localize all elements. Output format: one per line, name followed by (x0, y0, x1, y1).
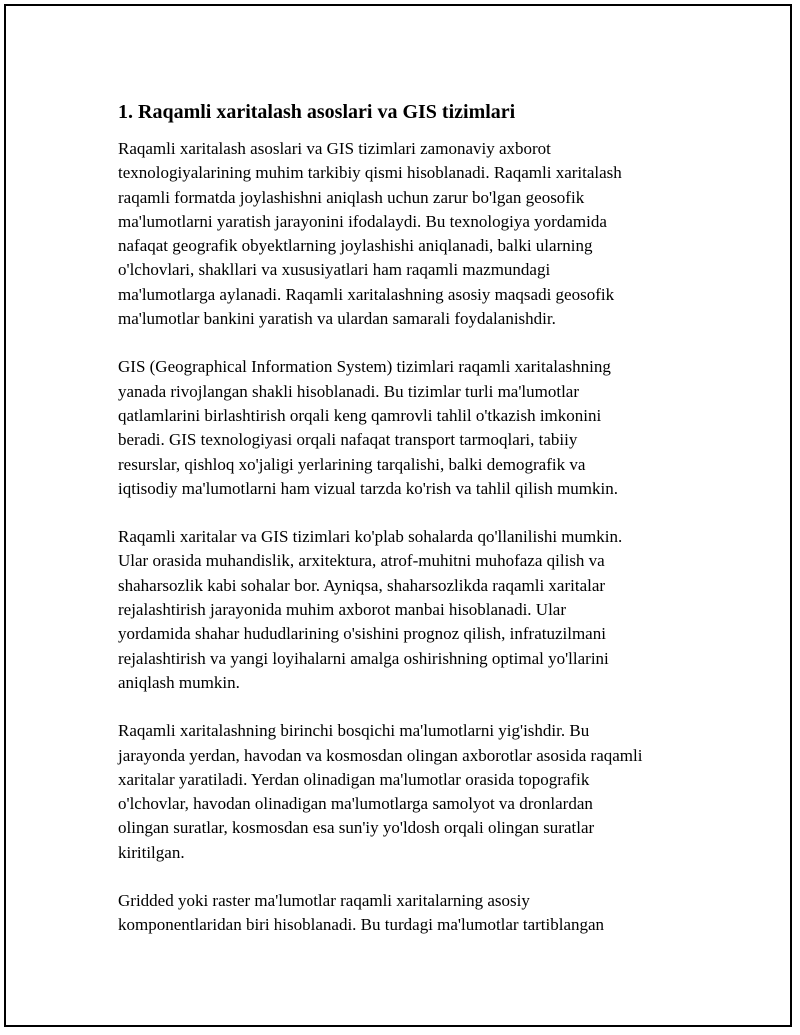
paragraph-line: kiritilgan. (118, 842, 185, 862)
paragraph-line: Ular orasida muhandislik, arxitektura, atrof-muhitni muhofaza qilish va (118, 551, 605, 571)
paragraph-line: beradi. GIS texnologiyasi orqali nafaqat transport tarmoqlari, tabiiy (118, 430, 578, 450)
paragraph-1 (118, 137, 688, 331)
paragraph-line: aniqlash mumkin. (118, 672, 240, 692)
paragraph-3 (118, 525, 688, 695)
paragraph-line: jarayonda yerdan, havodan va kosmosdan olingan axborotlar asosida raqamli (118, 745, 643, 765)
paragraph-4 (118, 719, 688, 865)
paragraph-line: rejalashtirish va yangi loyihalarni amalga oshirishning optimal yo'llarini (118, 648, 609, 668)
paragraph-5 (118, 889, 688, 938)
section-heading: 1. Raqamli xaritalash asoslari va GIS tizimlari (118, 101, 516, 123)
paragraph-line: ma'lumotlar bankini yaratish va ulardan samarali foydalanishdir. (118, 309, 556, 329)
paragraph-line: Raqamli xaritalashning birinchi bosqichi ma'lumotlarni yig'ishdir. Bu (118, 721, 590, 741)
paragraph-line: olingan suratlar, kosmosdan esa sun'iy yo'ldosh orqali olingan suratlar (118, 818, 595, 838)
page-frame (4, 4, 792, 1027)
paragraph-line: o'lchovlari, shakllari va xususiyatlari ham raqamli mazmundagi (118, 260, 551, 280)
paragraph-line: resurslar, qishloq xo'jaligi yerlarining tarqalishi, balki demografik va (118, 454, 586, 474)
paragraph-line: shaharsozlik kabi sohalar bor. Ayniqsa, shaharsozlikda raqamli xaritalar (118, 575, 606, 595)
paragraph-line: qatlamlarini birlashtirish orqali keng qamrovli tahlil o'tkazish imkonini (118, 405, 602, 425)
paragraph-line: yordamida shahar hududlarining o'sishini prognoz qilish, infratuzilmani (118, 624, 606, 644)
paragraph-line: texnologiyalarining muhim tarkibiy qismi hisoblanadi. Raqamli xaritalash (118, 163, 622, 183)
paragraph-line: iqtisodiy ma'lumotlarni ham vizual tarzda ko'rish va tahlil qilish mumkin. (118, 478, 618, 498)
paragraph-line: Raqamli xaritalar va GIS tizimlari ko'plab sohalarda qo'llanilishi mumkin. (118, 527, 623, 547)
paragraph-2 (118, 355, 688, 501)
paragraph-line: ma'lumotlarni yaratish jarayonini ifodalaydi. Bu texnologiya yordamida (118, 211, 607, 231)
paragraph-line: o'lchovlar, havodan olinadigan ma'lumotlarga samolyot va dronlardan (118, 794, 593, 814)
paragraph-line: xaritalar yaratiladi. Yerdan olinadigan ma'lumotlar orasida topografik (118, 769, 590, 789)
paragraph-line: nafaqat geografik obyektlarning joylashishi aniqlanadi, balki ularning (118, 236, 593, 256)
paragraph-line: yanada rivojlangan shakli hisoblanadi. Bu tizimlar turli ma'lumotlar (118, 381, 580, 401)
paragraph-line: ma'lumotlarga aylanadi. Raqamli xaritalashning asosiy maqsadi geosofik (118, 284, 615, 304)
paragraph-line: komponentlaridan biri hisoblanadi. Bu turdagi ma'lumotlar tartiblangan (118, 915, 605, 935)
paragraph-line: raqamli formatda joylashishni aniqlash uchun zarur bo'lgan geosofik (118, 187, 585, 207)
paragraph-line: Raqamli xaritalash asoslari va GIS tizimlari zamonaviy axborot (118, 139, 551, 158)
paragraph-line: rejalashtirish jarayonida muhim axborot manbai hisoblanadi. Ular (118, 600, 567, 620)
page-content (118, 98, 688, 962)
paragraph-line: GIS (Geographical Information System) tizimlari raqamli xaritalashning (118, 357, 611, 377)
paragraph-line: Gridded yoki raster ma'lumotlar raqamli xaritalarning asosiy (118, 891, 530, 911)
